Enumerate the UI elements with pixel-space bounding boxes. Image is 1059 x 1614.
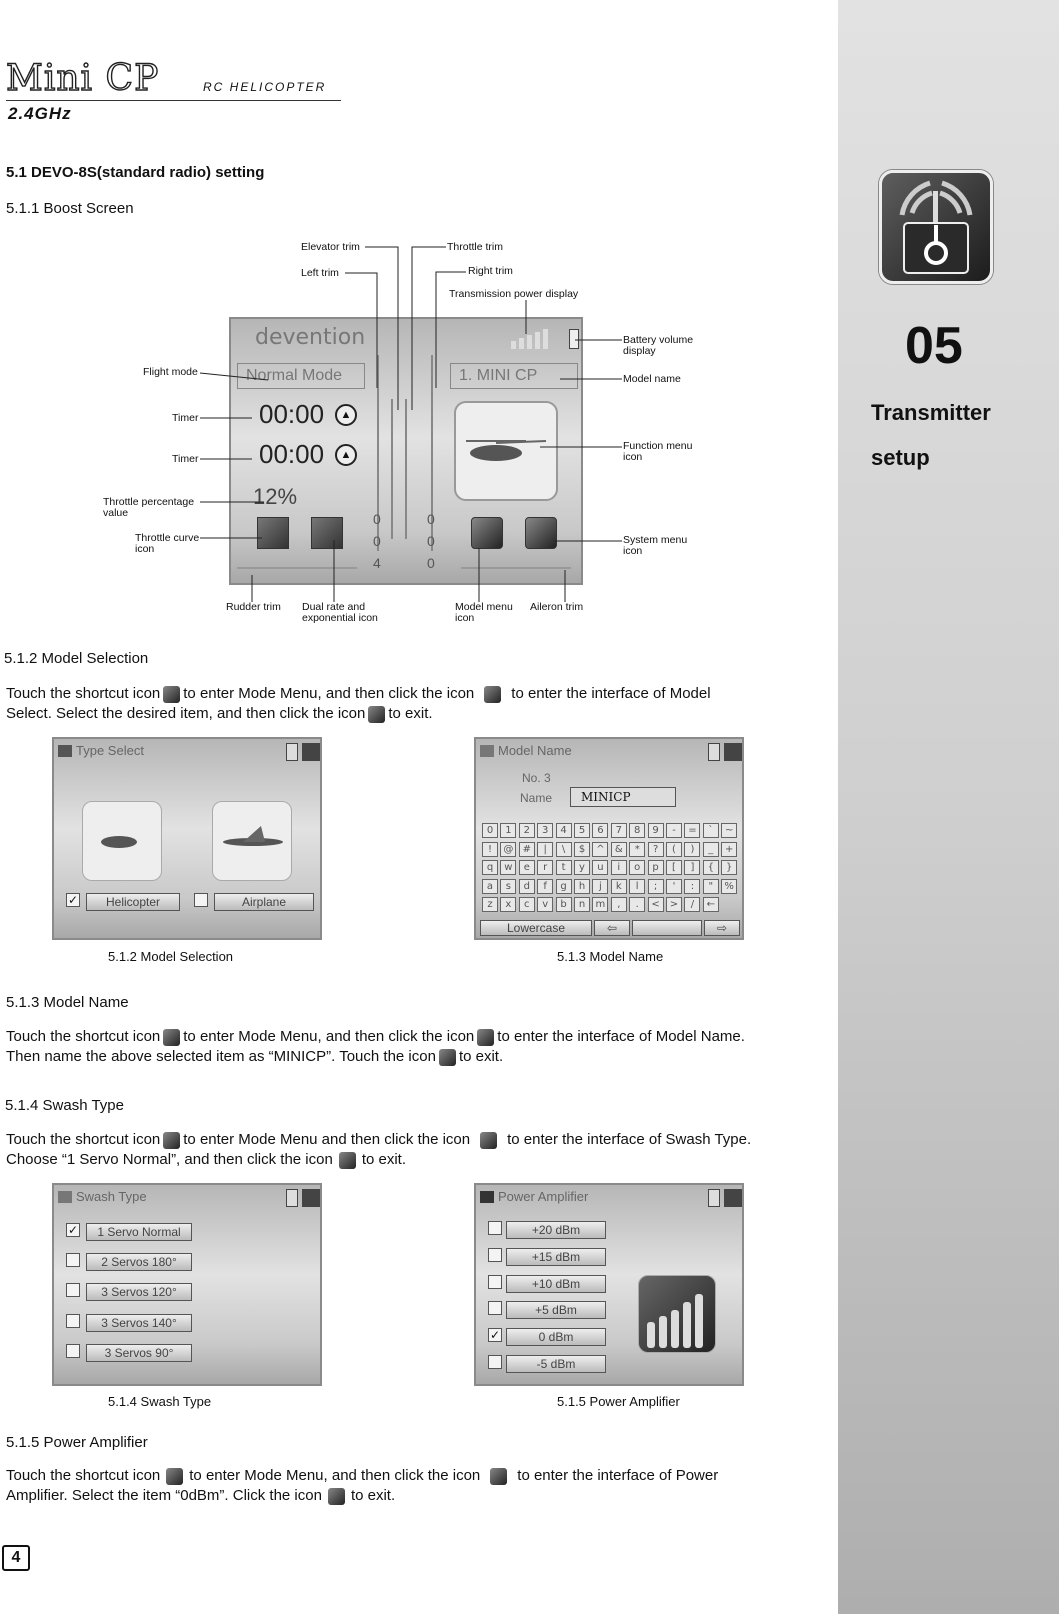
model-selection-paragraph: Touch the shortcut icon to enter Mode Menu, and then click the icon to enter the interface of Model Select. Select the desired item, and then click the icon to exit. <box>6 685 711 722</box>
model-name-icon <box>477 1029 494 1046</box>
mini-cp-logo: Mini CP <box>6 58 160 99</box>
keyboard-key[interactable]: } <box>721 860 737 875</box>
transmitter-icon <box>879 170 993 284</box>
frequency-label: 2.4GHz <box>8 104 72 123</box>
model-menu-icon <box>166 1468 183 1485</box>
keyboard-key[interactable]: { <box>703 860 719 875</box>
exit-icon <box>368 706 385 723</box>
keyboard-key[interactable]: _ <box>703 842 719 857</box>
power-option[interactable]: +5 dBm <box>506 1301 606 1319</box>
lowercase-key[interactable]: Lowercase <box>480 920 592 936</box>
keyboard-key[interactable]: v <box>537 897 553 912</box>
swash-caption: 5.1.4 Swash Type <box>108 1394 212 1409</box>
type-select-icon <box>58 745 72 757</box>
label-left-trim: Left trim <box>301 267 339 279</box>
keyboard-key[interactable]: 4 <box>556 823 572 838</box>
power-paragraph: Touch the shortcut icon to enter Mode Menu, and then click the icon to enter the interface of Power Amplifier. Select the item “0dBm”. Click the icon to exit. <box>6 1467 719 1504</box>
label-timer-2: Timer <box>172 453 199 465</box>
keyboard-key[interactable]: = <box>684 823 700 838</box>
keyboard-key[interactable]: 9 <box>648 823 664 838</box>
flight-mode-display[interactable]: Normal Mode <box>237 363 365 389</box>
keyboard-key[interactable]: , <box>611 897 627 912</box>
power-option[interactable]: +20 dBm <box>506 1221 606 1239</box>
space-key[interactable] <box>632 920 702 936</box>
model-select-icon <box>484 686 501 703</box>
exit-icon[interactable] <box>302 743 320 761</box>
boost-leader-lines <box>0 0 838 640</box>
keyboard-key[interactable]: i <box>611 860 627 875</box>
power-option[interactable]: -5 dBm <box>506 1355 606 1373</box>
model-name-icon <box>480 745 494 757</box>
exit-icon <box>339 1152 356 1169</box>
model-number: No. 3 <box>522 771 551 785</box>
swash-option[interactable]: 2 Servos 180° <box>86 1253 192 1271</box>
label-aileron-trim: Aileron trim <box>530 601 584 613</box>
trim-value: 0 <box>373 533 381 549</box>
keyboard-key[interactable]: ' <box>666 879 682 894</box>
swash-option[interactable]: 3 Servos 90° <box>86 1344 192 1362</box>
helicopter-checkbox[interactable]: ✓ <box>67 893 79 907</box>
trim-value: 4 <box>373 555 381 571</box>
on-screen-keyboard <box>482 823 742 923</box>
model-name-paragraph: Touch the shortcut icon to enter Mode Menu, and then click the icon to enter the interface of Model Name. Then name the above selected item as “MINICP”. Touch the icon to exit. <box>6 1028 745 1065</box>
screen-title: Model Name <box>498 743 572 758</box>
keyboard-key[interactable]: ] <box>684 860 700 875</box>
battery-icon <box>286 743 298 761</box>
trim-value: 0 <box>427 555 435 571</box>
label-timer-1: Timer <box>172 412 199 424</box>
power-option[interactable]: +10 dBm <box>506 1275 606 1293</box>
page-number: 4 <box>2 1545 30 1571</box>
throttle-percentage: 12% <box>253 484 298 509</box>
swash-heading: 5.1.4 Swash Type <box>5 1097 124 1114</box>
model-name-screen <box>474 737 744 940</box>
keyboard-key[interactable]: 7 <box>611 823 627 838</box>
trim-value: 0 <box>373 511 381 527</box>
keyboard-key[interactable]: 3 <box>537 823 553 838</box>
label-tx-power: Transmission power display <box>449 288 579 300</box>
trim-value: 0 <box>427 533 435 549</box>
keyboard-key[interactable]: # <box>519 842 535 857</box>
label-throttle-percentage: Throttle percentage value <box>103 496 195 519</box>
power-checkbox[interactable] <box>488 1275 502 1289</box>
keyboard-key[interactable]: \ <box>556 842 572 857</box>
keyboard-key[interactable]: - <box>666 823 682 838</box>
chapter-number: 05 <box>905 317 963 375</box>
trim-value: 0 <box>427 511 435 527</box>
keyboard-key[interactable]: t <box>556 860 572 875</box>
power-caption: 5.1.5 Power Amplifier <box>557 1394 680 1409</box>
keyboard-key[interactable]: ! <box>482 842 498 857</box>
power-amplifier-icon <box>480 1191 494 1203</box>
timer-2[interactable]: 00:00 <box>259 439 325 469</box>
timer-1[interactable]: 00:00 <box>259 399 325 429</box>
swash-paragraph: Touch the shortcut icon to enter Mode Menu and then click the icon to enter the interface of Swash Type. Choose “1 Servo Normal”, and then click the icon to exit. <box>6 1131 752 1168</box>
keyboard-key[interactable]: ← <box>703 897 719 912</box>
boost-heading: 5.1.1 Boost Screen <box>6 200 134 217</box>
keyboard-key[interactable]: ^ <box>592 842 608 857</box>
keyboard-key[interactable]: f <box>537 879 553 894</box>
keyboard-key[interactable]: * <box>629 842 645 857</box>
battery-icon <box>286 1189 298 1207</box>
keyboard-key[interactable]: . <box>629 897 645 912</box>
swash-checkbox[interactable] <box>66 1283 80 1297</box>
section-title: 5.1 DEVO-8S(standard radio) setting <box>6 164 265 181</box>
exit-icon <box>328 1488 345 1505</box>
screen-title: Type Select <box>76 743 144 758</box>
helicopter-option[interactable]: Helicopter <box>86 893 180 911</box>
keyboard-key[interactable]: ) <box>684 842 700 857</box>
swash-checkbox[interactable] <box>66 1314 80 1328</box>
keyboard-key[interactable]: 1 <box>500 823 516 838</box>
keyboard-key[interactable]: 2 <box>519 823 535 838</box>
keyboard-key[interactable]: 8 <box>629 823 645 838</box>
keyboard-key[interactable]: + <box>721 842 737 857</box>
logo-subtitle: RC HELICOPTER <box>203 80 327 94</box>
swash-option[interactable]: 3 Servos 120° <box>86 1283 192 1301</box>
cursor-left-key[interactable]: ⇦ <box>594 920 630 936</box>
keyboard-key[interactable]: / <box>684 897 700 912</box>
label-rudder-trim: Rudder trim <box>226 601 281 613</box>
model-name-heading: 5.1.3 Model Name <box>6 994 129 1011</box>
label-throttle-curve: Throttle curve icon <box>135 532 200 555</box>
label-flight-mode: Flight mode <box>143 366 198 378</box>
swash-checkbox[interactable] <box>66 1253 80 1267</box>
exit-icon[interactable] <box>724 743 742 761</box>
model-menu-icon <box>163 1029 180 1046</box>
type-select-screen <box>52 737 322 940</box>
keyboard-key[interactable]: a <box>482 879 498 894</box>
power-amplifier-screen <box>474 1183 744 1386</box>
keyboard-key[interactable]: @ <box>500 842 516 857</box>
label-throttle-trim: Throttle trim <box>447 241 504 253</box>
airplane-icon[interactable] <box>212 801 292 881</box>
name-label: Name <box>520 791 553 805</box>
keyboard-key[interactable]: l <box>629 879 645 894</box>
keyboard-key[interactable]: & <box>611 842 627 857</box>
keyboard-key[interactable]: o <box>629 860 645 875</box>
keyboard-key[interactable]: k <box>611 879 627 894</box>
keyboard-key[interactable]: g <box>556 879 572 894</box>
model-selection-caption: 5.1.2 Model Selection <box>108 949 234 964</box>
swash-type-screen <box>52 1183 322 1386</box>
keyboard-key[interactable]: $ <box>574 842 590 857</box>
keyboard-key[interactable]: ? <box>648 842 664 857</box>
keyboard-key[interactable]: ~ <box>721 823 737 838</box>
keyboard-key[interactable]: 5 <box>574 823 590 838</box>
keyboard-key[interactable]: b <box>556 897 572 912</box>
keyboard-key[interactable]: w <box>500 860 516 875</box>
power-checkbox[interactable] <box>488 1355 502 1369</box>
model-menu-icon <box>163 686 180 703</box>
power-checkbox[interactable] <box>488 1221 502 1235</box>
keyboard-key[interactable]: u <box>592 860 608 875</box>
keyboard-key[interactable]: n <box>574 897 590 912</box>
screen-title: Power Amplifier <box>498 1189 589 1204</box>
keyboard-key[interactable]: < <box>648 897 664 912</box>
swash-option[interactable]: 3 Servos 140° <box>86 1314 192 1332</box>
keyboard-key[interactable]: q <box>482 860 498 875</box>
keyboard-key[interactable]: z <box>482 897 498 912</box>
keyboard-key[interactable]: m <box>592 897 608 912</box>
swash-checkbox[interactable] <box>66 1344 80 1358</box>
cursor-right-key[interactable]: ⇨ <box>704 920 740 936</box>
keyboard-key[interactable]: s <box>500 879 516 894</box>
keyboard-key[interactable]: ` <box>703 823 719 838</box>
keyboard-key[interactable]: [ <box>666 860 682 875</box>
keyboard-key[interactable]: e <box>519 860 535 875</box>
screen-title: Swash Type <box>76 1189 147 1204</box>
power-option[interactable]: +15 dBm <box>506 1248 606 1266</box>
airplane-option[interactable]: Airplane <box>214 893 314 911</box>
airplane-checkbox[interactable] <box>194 893 208 907</box>
devention-brand: devention <box>255 325 366 350</box>
keyboard-key[interactable]: ; <box>648 879 664 894</box>
exit-icon[interactable] <box>302 1189 320 1207</box>
power-heading: 5.1.5 Power Amplifier <box>6 1434 148 1451</box>
label-model-menu: Model menu icon <box>455 601 513 624</box>
label-dual-rate: Dual rate and exponential icon <box>302 601 378 624</box>
keyboard-key[interactable]: > <box>666 897 682 912</box>
exit-icon[interactable] <box>724 1189 742 1207</box>
keyboard-key[interactable]: 0 <box>482 823 498 838</box>
label-battery: Battery volume display <box>623 334 694 357</box>
model-name-display[interactable]: 1. MINI CP <box>450 363 578 389</box>
battery-icon <box>708 743 720 761</box>
battery-icon <box>708 1189 720 1207</box>
keyboard-key[interactable]: c <box>519 897 535 912</box>
keyboard-key[interactable]: % <box>721 879 737 894</box>
keyboard-key[interactable]: : <box>684 879 700 894</box>
label-function-menu: Function menu icon <box>623 440 693 463</box>
name-input[interactable]: MINICP <box>570 787 676 807</box>
power-checkbox[interactable] <box>488 1301 502 1315</box>
timer-2-up-icon[interactable]: ▲ <box>335 444 357 466</box>
model-selection-heading: 5.1.2 Model Selection <box>4 650 149 667</box>
keyboard-key[interactable]: d <box>519 879 535 894</box>
swash-checkbox[interactable]: ✓ <box>67 1223 79 1237</box>
timer-1-up-icon[interactable]: ▲ <box>335 404 357 426</box>
chapter-title: Transmitter setup <box>871 400 991 470</box>
label-elevator-trim: Elevator trim <box>301 241 360 253</box>
keyboard-key[interactable]: j <box>592 879 608 894</box>
label-model-name: Model name <box>623 373 681 385</box>
keyboard-key[interactable]: p <box>648 860 664 875</box>
label-right-trim: Right trim <box>468 265 513 277</box>
model-name-caption: 5.1.3 Model Name <box>557 949 664 964</box>
helicopter-icon[interactable] <box>82 801 162 881</box>
signal-strength-icon <box>638 1275 716 1353</box>
keyboard-key[interactable]: y <box>574 860 590 875</box>
model-menu-icon <box>163 1132 180 1149</box>
keyboard-key[interactable]: h <box>574 879 590 894</box>
swash-type-icon <box>58 1191 72 1203</box>
keyboard-key[interactable]: ( <box>666 842 682 857</box>
keyboard-key[interactable]: | <box>537 842 553 857</box>
power-option[interactable]: 0 dBm <box>506 1328 606 1346</box>
swash-type-icon <box>480 1132 497 1149</box>
power-amplifier-icon <box>490 1468 507 1485</box>
swash-option[interactable]: 1 Servo Normal <box>86 1223 192 1241</box>
keyboard-key[interactable]: x <box>500 897 516 912</box>
keyboard-key[interactable]: r <box>537 860 553 875</box>
power-checkbox[interactable]: ✓ <box>489 1328 501 1342</box>
power-checkbox[interactable] <box>488 1248 502 1262</box>
keyboard-key[interactable]: " <box>703 879 719 894</box>
exit-icon <box>439 1049 456 1066</box>
label-system-menu: System menu icon <box>623 534 688 557</box>
keyboard-key[interactable]: 6 <box>592 823 608 838</box>
